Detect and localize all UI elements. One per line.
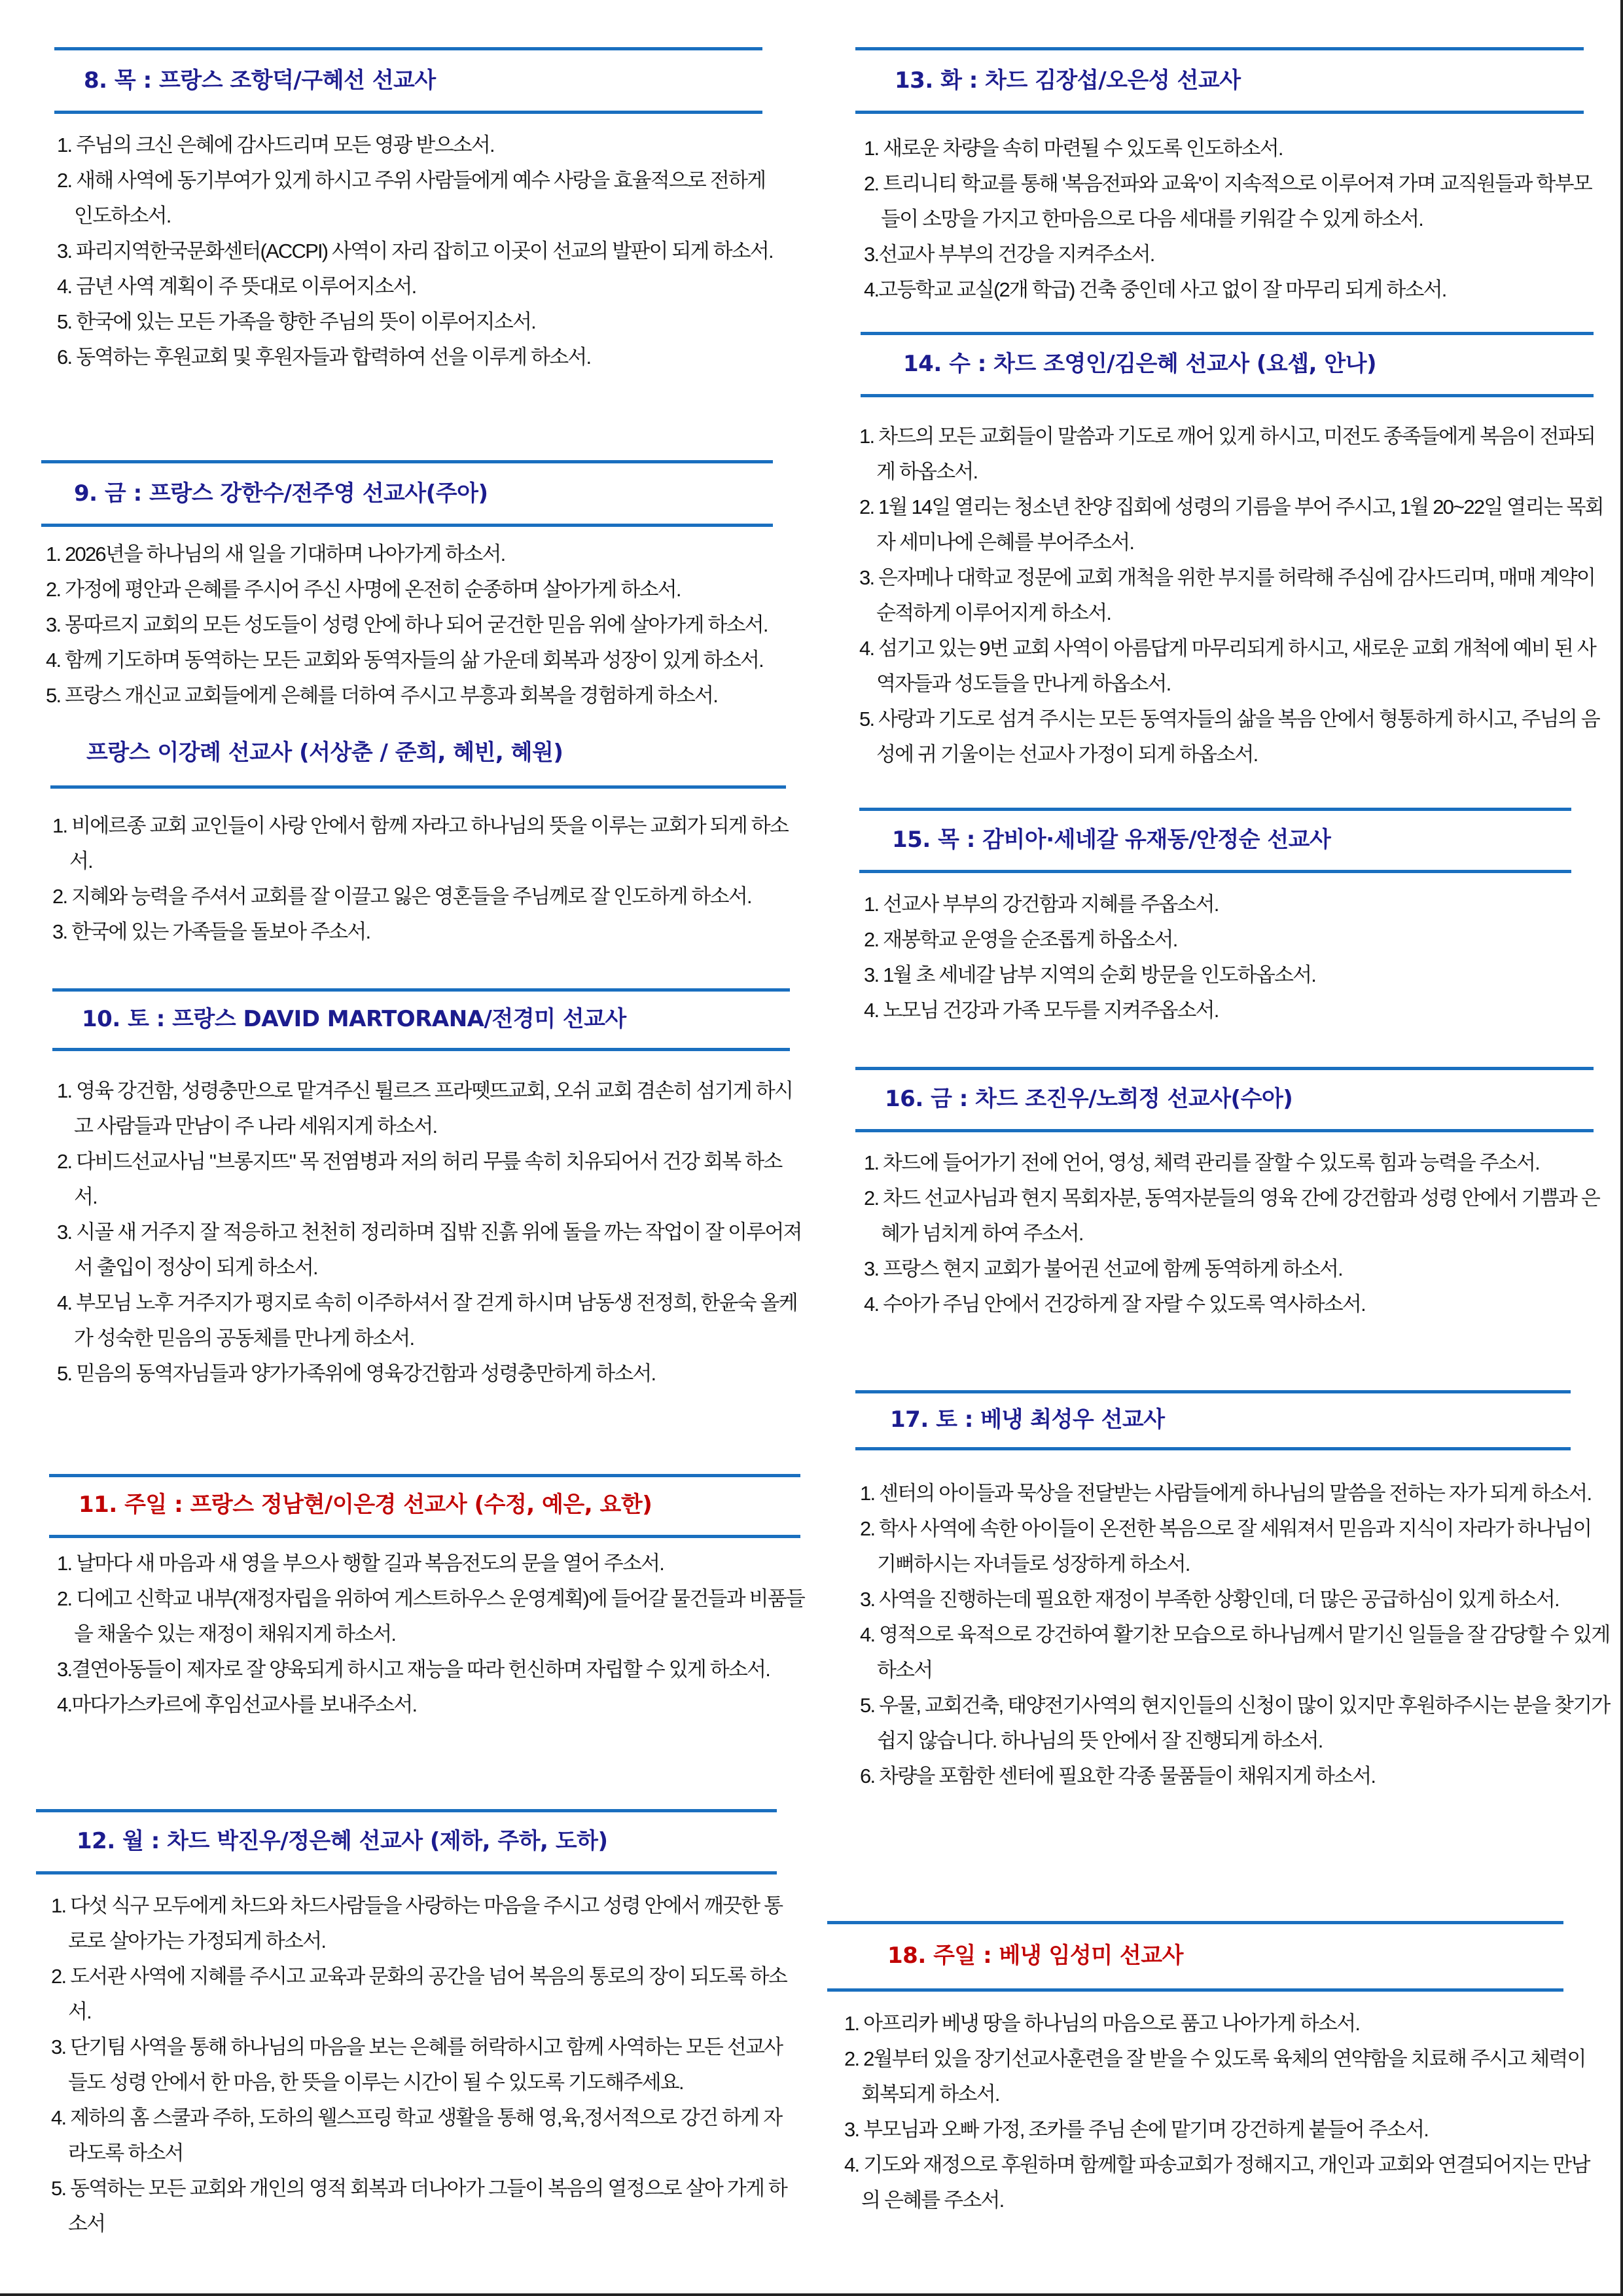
prayer-section-8	[54, 47, 762, 114]
prayer-item: 2. 1월 14일 열리는 청소년 찬양 집회에 성령의 기름을 부어 주시고, 1월 20~22일 열리는 목회자 세미나에 은혜를 부어주소서.	[859, 495, 1603, 554]
section-bottom-rule	[861, 394, 1594, 397]
prayer-item: 1. 비에르종 교회 교인들이 사랑 안에서 함께 자라고 하나님의 뜻을 이루는 교회가 되게 하소서.	[52, 814, 789, 872]
prayer-item: 4. 제하의 홈 스쿨과 주하, 도하의 웰스프링 학교 생활을 통해 영,육,정서적으로 강건 하게 자라도록 하소서	[51, 2106, 782, 2164]
section-bottom-rule	[52, 1048, 790, 1051]
prayer-section-17	[855, 1390, 1571, 1450]
section-heading: 9. 금 : 프랑스 강한수/전주영 선교사(주아)	[74, 480, 488, 507]
prayer-item: 4.마다가스카르에 후임선교사를 보내주소서.	[57, 1693, 417, 1716]
section-top-rule	[36, 1809, 777, 1812]
prayer-item: 1. 새로운 차량을 속히 마련될 수 있도록 인도하소서.	[864, 137, 1283, 160]
section-top-rule	[49, 1474, 800, 1477]
prayer-section-16	[855, 1067, 1594, 1132]
prayer-item: 4.고등학교 교실(2개 학급) 건축 중인데 사고 없이 잘 마무리 되게 하소서.	[864, 278, 1446, 301]
prayer-list-16	[864, 1145, 1610, 1322]
prayer-item: 1. 2026년을 하나님의 새 일을 기대하며 나아가게 하소서.	[46, 543, 505, 565]
prayer-list-14	[859, 419, 1605, 772]
prayer-item: 4. 기도와 재정으로 후원하며 함께할 파송교회가 정해지고, 개인과 교회와 연결되어지는 만남의 은혜를 주소서.	[844, 2153, 1590, 2212]
prayer-item: 2. 도서관 사역에 지혜를 주시고 교육과 문화의 공간을 넘어 복음의 통로의 장이 되도록 하소서.	[51, 1965, 787, 2023]
prayer-item: 2. 2월부터 있을 장기선교사훈련을 잘 받을 수 있도록 육체의 연약함을 치료해 주시고 체력이 회복되게 하소서.	[844, 2047, 1586, 2106]
prayer-section-11	[49, 1474, 800, 1538]
section-heading: 18. 주일 : 베냉 임성미 선교사	[887, 1943, 1183, 1969]
prayer-item: 2. 새해 사역에 동기부여가 있게 하시고 주위 사람들에게 예수 사랑을 효율적으로 전하게 인도하소서.	[57, 169, 766, 227]
section-heading: 14. 수 : 차드 조영인/김은혜 선교사 (요셉, 안나)	[903, 351, 1377, 377]
section-bottom-rule	[855, 111, 1584, 114]
section-bottom-rule	[49, 1535, 800, 1538]
prayer-section-10	[52, 988, 790, 1051]
prayer-item: 5. 사랑과 기도로 섬겨 주시는 모든 동역자들의 삶을 복음 안에서 형통하게 하시고, 주님의 음성에 귀 기울이는 선교사 가정이 되게 하옵소서.	[859, 708, 1599, 766]
prayer-item: 3. 은자메나 대학교 정문에 교회 개척을 위한 부지를 허락해 주심에 감사드리며, 매매 계약이 순적하게 이루어지게 하소서.	[859, 566, 1596, 624]
prayer-item: 4. 섬기고 있는 9번 교회 사역이 아름답게 마무리되게 하시고, 새로운 교회 개척에 예비 된 사역자들과 성도들을 만나게 하옵소서.	[859, 637, 1596, 695]
prayer-item: 1. 영육 강건함, 성령충만으로 맡겨주신 튈르즈 프라뗏뜨교회, 오쉬 교회 겸손히 섬기게 하시고 사람들과 만남이 주 나라 세워지게 하소서.	[57, 1079, 793, 1138]
prayer-item: 3. 파리지역한국문화센터(ACCPI) 사역이 자리 잡히고 이곳이 선교의 발판이 되게 하소서.	[57, 240, 773, 262]
section-top-rule	[861, 332, 1594, 335]
prayer-item: 2. 가정에 평안과 은혜를 주시어 주신 사명에 온전히 순종하며 살아가게 하소서.	[46, 578, 681, 601]
prayer-list-9	[46, 537, 805, 713]
prayer-item: 2. 다비드선교사님 "브롱지뜨" 목 전염병과 저의 허리 무릎 속히 치유되어서 건강 회복 하소서.	[57, 1150, 782, 1208]
prayer-item: 5. 우물, 교회건축, 태양전기사역의 현지인들의 신청이 많이 있지만 후원하주시는 분을 찾기가 쉽지 않습니다. 하나님의 뜻 안에서 잘 진행되게 하소서.	[860, 1694, 1610, 1752]
section-bottom-rule	[41, 524, 773, 527]
prayer-item: 3. 부모님과 오빠 가정, 조카를 주님 손에 맡기며 강건하게 붙들어 주소서.	[844, 2118, 1429, 2141]
prayer-item: 6. 차량을 포함한 센터에 필요한 각종 물품들이 채워지게 하소서.	[860, 1765, 1376, 1787]
section-heading: 10. 토 : 프랑스 DAVID MARTORANA/전경미 선교사	[82, 1006, 626, 1032]
section-bottom-rule	[855, 1447, 1571, 1450]
prayer-list-13	[864, 131, 1597, 308]
prayer-item: 1. 차드에 들어가기 전에 언어, 영성, 체력 관리를 잘할 수 있도록 힘과 능력을 주소서.	[864, 1151, 1539, 1174]
section-bottom-rule	[36, 1871, 777, 1874]
section-heading: 13. 화 : 차드 김장섭/오은성 선교사	[895, 67, 1241, 94]
prayer-item: 2. 디에고 신학교 내부(재정자립을 위하여 게스트하우스 운영계획)에 들어갈 물건들과 비품들을 채울수 있는 재정이 채워지게 하소서.	[57, 1587, 805, 1645]
prayer-list-lee	[52, 808, 792, 950]
prayer-list-17	[860, 1476, 1613, 1794]
prayer-item: 3. 단기팀 사역을 통해 하나님의 마음을 보는 은혜를 허락하시고 함께 사역하는 모든 선교사들도 성령 안에서 한 마음, 한 뜻을 이루는 시간이 될 수 있도록 기도해주세요.	[51, 2036, 783, 2094]
prayer-section-14	[861, 332, 1594, 397]
prayer-item: 1. 다섯 식구 모두에게 차드와 차드사람들을 사랑하는 마음을 주시고 성령 안에서 깨끗한 통로로 살아가는 가정되게 하소서.	[51, 1894, 783, 1952]
prayer-item: 4. 금년 사역 계획이 주 뜻대로 이루어지소서.	[57, 275, 416, 298]
prayer-item: 5. 동역하는 모든 교회와 개인의 영적 회복과 더나아가 그들이 복음의 열정으로 살아 가게 하소서	[51, 2177, 787, 2235]
prayer-list-10	[57, 1073, 803, 1391]
prayer-list-12	[51, 1888, 797, 2242]
prayer-section-9	[41, 460, 773, 527]
prayer-list-18	[844, 2006, 1597, 2218]
prayer-item: 4. 부모님 노후 거주지가 평지로 속히 이주하셔서 잘 걷게 하시며 남동생 전정희, 한윤숙 올케가 성숙한 믿음의 공동체를 만나게 하소서.	[57, 1291, 797, 1350]
section-bottom-rule	[827, 1988, 1563, 1992]
prayer-item: 2. 지혜와 능력을 주셔서 교회를 잘 이끌고 잃은 영혼들을 주님께로 잘 인도하게 하소서.	[52, 885, 751, 908]
prayer-item: 1. 아프리카 베냉 땅을 하나님의 마음으로 품고 나아가게 하소서.	[844, 2012, 1360, 2035]
section-heading: 8. 목 : 프랑스 조항덕/구혜선 선교사	[84, 67, 436, 94]
prayer-section-lee	[50, 740, 786, 789]
prayer-item: 5. 프랑스 개신교 교회들에게 은혜를 더하여 주시고 부흥과 회복을 경험하게 하소서.	[46, 684, 718, 707]
section-bottom-rule	[859, 870, 1571, 873]
section-bottom-rule	[54, 111, 762, 114]
prayer-section-12	[36, 1809, 777, 1874]
section-top-rule	[855, 47, 1584, 50]
section-heading: 11. 주일 : 프랑스 정남현/이은경 선교사 (수정, 예은, 요한)	[79, 1492, 652, 1518]
section-heading: 12. 월 : 차드 박진우/정은혜 선교사 (제하, 주하, 도하)	[77, 1828, 608, 1854]
section-top-rule	[859, 808, 1571, 811]
prayer-item: 1. 선교사 부부의 강건함과 지혜를 주옵소서.	[864, 893, 1219, 916]
prayer-item: 2. 재봉학교 운영을 순조롭게 하옵소서.	[864, 928, 1177, 951]
prayer-list-8	[57, 128, 783, 375]
section-bottom-rule	[855, 1129, 1594, 1132]
prayer-section-13	[855, 47, 1584, 114]
prayer-item: 5. 한국에 있는 모든 가족을 향한 주님의 뜻이 이루어지소서.	[57, 310, 535, 333]
prayer-item: 3. 프랑스 현지 교회가 불어권 선교에 함께 동역하게 하소서.	[864, 1257, 1342, 1280]
prayer-item: 3. 시골 새 거주지 잘 적응하고 천천히 정리하며 집밖 진흙 위에 돌을 까는 작업이 잘 이루어져서 출입이 정상이 되게 하소서.	[57, 1221, 802, 1279]
prayer-list-11	[57, 1546, 816, 1723]
section-bottom-rule	[50, 785, 786, 789]
prayer-item: 4. 노모님 건강과 가족 모두를 지켜주옵소서.	[864, 999, 1219, 1022]
section-heading: 15. 목 : 감비아·세네갈 유재동/안정순 선교사	[892, 827, 1331, 853]
prayer-item: 3. 몽따르지 교회의 모든 성도들이 성령 안에 하나 되어 굳건한 믿음 위에 살아가게 하소서.	[46, 613, 768, 636]
prayer-item: 1. 차드의 모든 교회들이 말씀과 기도로 깨어 있게 하시고, 미전도 종족들에게 복음이 전파되게 하옵소서.	[859, 425, 1596, 483]
prayer-item: 3. 한국에 있는 가족들을 돌보아 주소서.	[52, 920, 370, 943]
prayer-item: 2. 트리니티 학교를 통해 '복음전파와 교육'이 지속적으로 이루어져 가며 교직원들과 학부모들이 소망을 가지고 한마음으로 다음 세대를 키워갈 수 있게 하소서.	[864, 172, 1592, 230]
prayer-item: 3.결연아동들이 제자로 잘 양육되게 하시고 재능을 따라 헌신하며 자립할 수 있게 하소서.	[57, 1658, 770, 1681]
prayer-item: 4. 함께 기도하며 동역하는 모든 교회와 동역자들의 삶 가운데 회복과 성장이 있게 하소서.	[46, 649, 763, 672]
prayer-item: 3. 사역을 진행하는데 필요한 재정이 부족한 상황인데, 더 많은 공급하심이 있게 하소서.	[860, 1588, 1559, 1611]
prayer-item: 4. 영적으로 육적으로 강건하여 활기찬 모습으로 하나님께서 맡기신 일들을 잘 감당할 수 있게 하소서	[860, 1623, 1610, 1681]
prayer-item: 3. 1월 초 세네갈 남부 지역의 순회 방문을 인도하옵소서.	[864, 963, 1316, 986]
prayer-item: 6. 동역하는 후원교회 및 후원자들과 합력하여 선을 이루게 하소서.	[57, 346, 591, 368]
prayer-list-15	[864, 887, 1584, 1028]
prayer-section-18	[827, 1921, 1563, 1992]
prayer-item: 2. 차드 선교사님과 현지 목회자분, 동역자분들의 영육 간에 강건함과 성령 안에서 기쁨과 은혜가 넘치게 하여 주소서.	[864, 1187, 1600, 1245]
prayer-item: 2. 학사 사역에 속한 아이들이 온전한 복음으로 잘 세워져서 믿음과 지식이 자라가 하나님이 기뻐하시는 자녀들로 성장하게 하소서.	[860, 1517, 1592, 1575]
prayer-item: 1. 주님의 크신 은혜에 감사드리며 모든 영광 받으소서.	[57, 134, 494, 156]
prayer-item: 3.선교사 부부의 건강을 지켜주소서.	[864, 243, 1154, 266]
section-top-rule	[54, 47, 762, 50]
prayer-item: 1. 센터의 아이들과 묵상을 전달받는 사람들에게 하나님의 말씀을 전하는 자가 되게 하소서.	[860, 1482, 1592, 1505]
section-top-rule	[855, 1067, 1594, 1070]
prayer-section-15	[859, 808, 1571, 873]
prayer-item: 5. 믿음의 동역자님들과 양가가족위에 영육강건함과 성령충만하게 하소서.	[57, 1362, 656, 1385]
section-top-rule	[827, 1921, 1563, 1924]
section-top-rule	[41, 460, 773, 463]
section-heading: 프랑스 이강례 선교사 (서상춘 / 준희, 혜빈, 혜원)	[86, 740, 563, 766]
prayer-item: 1. 날마다 새 마음과 새 영을 부으사 행할 길과 복음전도의 문을 열어 주소서.	[57, 1552, 664, 1575]
section-top-rule	[52, 988, 790, 992]
prayer-item: 4. 수아가 주님 안에서 건강하게 잘 자랄 수 있도록 역사하소서.	[864, 1293, 1365, 1316]
section-top-rule	[855, 1390, 1571, 1393]
section-heading: 16. 금 : 차드 조진우/노희정 선교사(수아)	[885, 1086, 1293, 1112]
section-heading: 17. 토 : 베냉 최성우 선교사	[890, 1407, 1165, 1433]
